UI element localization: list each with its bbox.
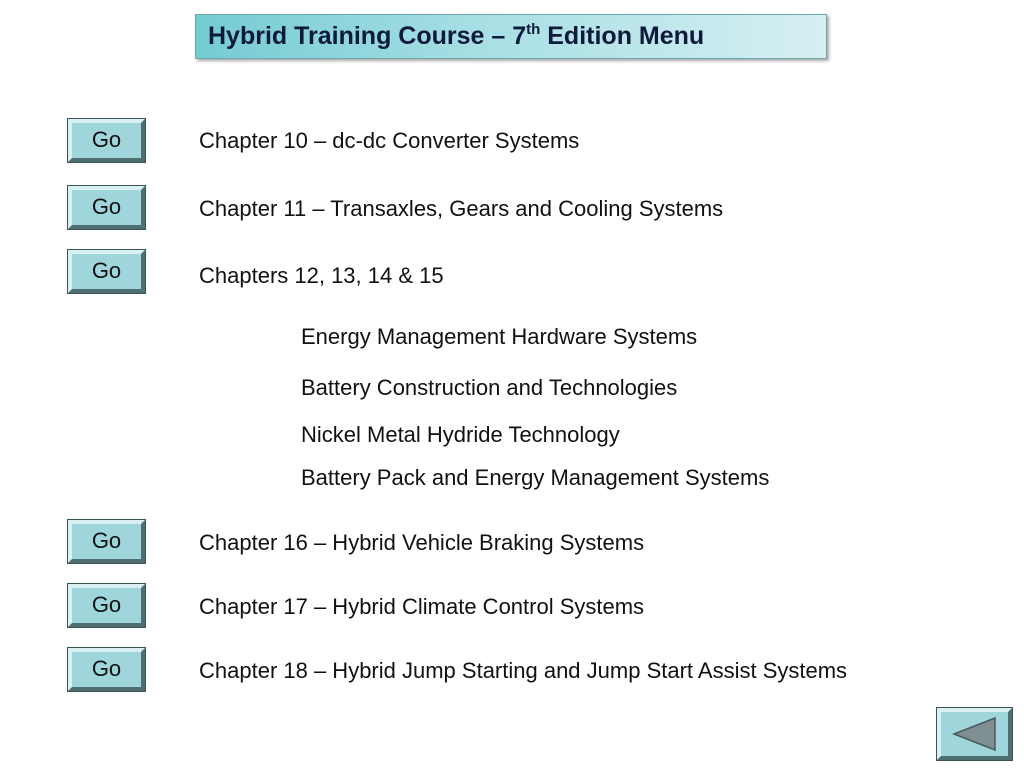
back-button[interactable]	[937, 708, 1012, 760]
menu-title-banner	[195, 14, 827, 59]
go-button-label: Go	[91, 193, 122, 219]
go-button-chapter-11[interactable]	[68, 186, 145, 229]
chapter-17-label: Chapter 17 – Hybrid Climate Control Systems	[199, 594, 645, 619]
go-button-label: Go	[91, 591, 122, 617]
subtopic-nickel-metal-hydride: Nickel Metal Hydride Technology	[301, 422, 620, 447]
subtopic-battery-pack-energy-management: Battery Pack and Energy Management Systems	[301, 465, 770, 490]
go-button-label: Go	[91, 257, 122, 283]
go-button-chapter-10[interactable]	[68, 119, 145, 162]
chapter-11-label: Chapter 11 – Transaxles, Gears and Cooling Systems	[199, 196, 724, 221]
go-button-chapters-12-15[interactable]	[68, 250, 145, 293]
title-main: Hybrid Training Course – 7	[208, 22, 527, 50]
chapter-10-label: Chapter 10 – dc-dc Converter Systems	[199, 128, 580, 153]
go-button-label: Go	[91, 126, 122, 152]
chapter-16-label: Chapter 16 – Hybrid Vehicle Braking Systems	[199, 530, 645, 555]
subtopic-battery-construction: Battery Construction and Technologies	[301, 375, 678, 400]
go-button-chapter-17[interactable]	[68, 584, 145, 627]
go-button-chapter-18[interactable]	[68, 648, 145, 691]
title-rest: Edition Menu	[540, 22, 705, 50]
go-button-label: Go	[91, 527, 122, 553]
subtopic-energy-management-hardware: Energy Management Hardware Systems	[301, 324, 698, 349]
chapter-18-label: Chapter 18 – Hybrid Jump Starting and Jump Start Assist Systems	[199, 658, 848, 683]
go-button-label: Go	[91, 655, 122, 681]
chapters-12-15-label: Chapters 12, 13, 14 & 15	[199, 263, 444, 288]
go-button-chapter-16[interactable]	[68, 520, 145, 563]
page-title	[208, 22, 704, 51]
title-superscript: th	[526, 21, 541, 38]
back-triangle-icon	[951, 716, 998, 752]
